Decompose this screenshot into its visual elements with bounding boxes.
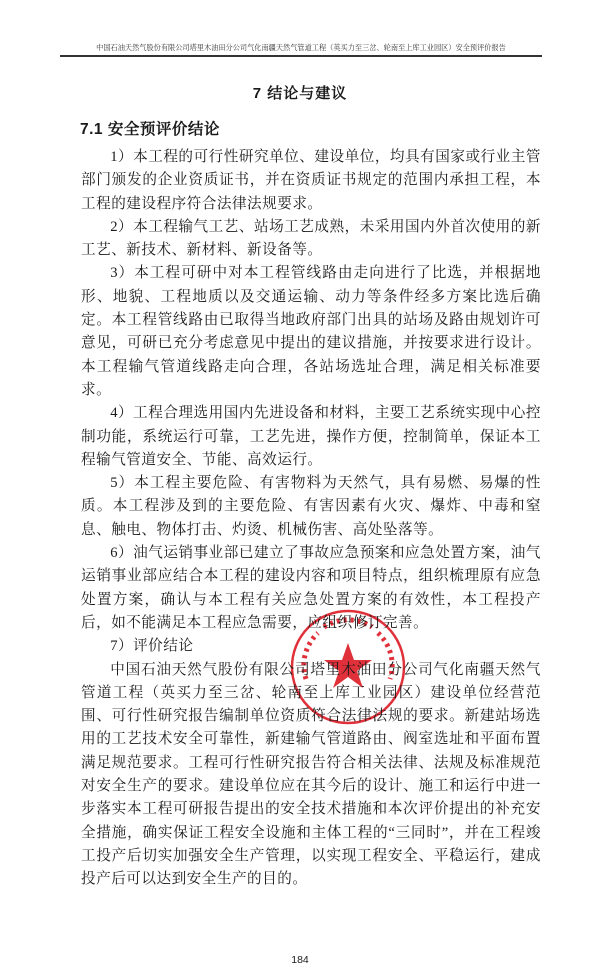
- paragraph: 6）油气运销事业部已建立了事故应急预案和应急处置方案，油气运销事业部应结合本工程的建设内容和项目特点，组织梳理原有应急处置方案，确认与本工程有关应急处置方案的有效性，本工程投产后，如不能满足本工程应急需要，应组织修订完善。: [81, 545, 541, 631]
- section-title: 7.1 安全预评价结论: [80, 121, 220, 138]
- header-rule: [60, 55, 542, 57]
- paragraph: 3）本工程可研中对本工程管线路由走向进行了比选，并根据地形、地貌、工程地质以及交通运输、动力等条件经多方案比选后确定。本工程管线路由已取得当地政府部门出具的站场及路由规划许可意见，可研已充分考虑意见中提出的建议措施，并按要求进行设计。本工程输气管道线路走向合理，各站场选址合理，满足相关标准要求。: [81, 265, 541, 398]
- paragraph: 5）本工程主要危险、有害物料为天然气，具有易燃、易爆的性质。本工程涉及到的主要危险、有害因素有火灾、爆炸、中毒和窒息、触电、物体打击、灼烫、机械伤害、高处坠落等。: [81, 475, 541, 538]
- chapter-title: 7 结论与建议: [252, 85, 348, 102]
- page-number: 184: [291, 953, 309, 966]
- paragraph: 4）工程合理选用国内先进设备和材料，主要工艺系统实现中心控制功能，系统运行可靠，工艺先进，操作方便，控制简单，保证本工程输气管道安全、节能、高效运行。: [81, 405, 541, 468]
- paragraph: 2）本工程输气工艺、站场工艺成熟，未采用国内外首次使用的新工艺、新技术、新材料、新设备等。: [81, 218, 541, 259]
- body-text: [81, 146, 541, 892]
- paragraph: 1）本工程的可行性研究单位、建设单位，均具有国家或行业主管部门颁发的企业资质证书，并在资质证书规定的范围内承担工程，本工程的建设程序符合法律法规要求。: [81, 149, 541, 212]
- running-header: 中国石油天然气股份有限公司塔里木油田分公司气化南疆天然气管道工程（英买力至三岔、轮南至上库工业园区）安全预评价报告: [96, 44, 506, 52]
- paragraph: 7）评价结论: [110, 638, 194, 655]
- page-flow: [0, 146, 600, 967]
- paragraph: 中国石油天然气股份有限公司塔里木油田分公司气化南疆天然气管道工程（英买力至三岔、轮南至上库工业园区）建设单位经营范围、可行性研究报告编制单位资质符合法律法规的要求。新建站场选用的工艺技术安全可靠性，新建输气管道路由、阀室选址和平面布置满足规范要求。工程可行性研究报告符合相关法律、法规及标准规范对安全生产的要求。建设单位应在其今后的设计、施工和运行中进一步落实本工程可研报告提出的安全技术措施和本次评价提出的补充安全措施，确实保证工程安全设施和主体工程的“三同时”，并在工程竣工投产后切实加强安全生产管理，以实现工程安全、平稳运行，建成投产后可以达到安全生产的目的。: [81, 661, 541, 888]
